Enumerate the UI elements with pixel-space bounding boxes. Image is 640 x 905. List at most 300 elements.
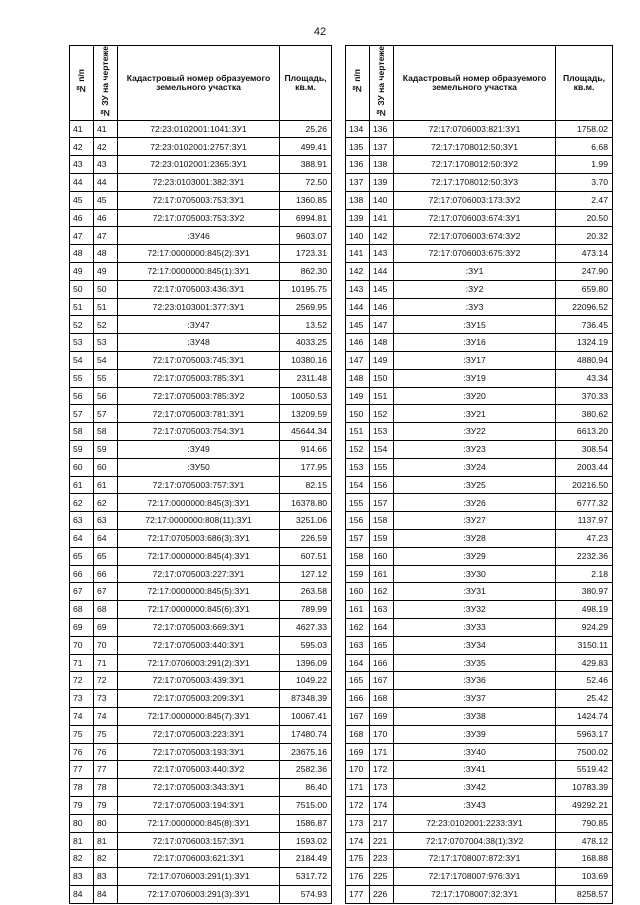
table-row — [70, 405, 332, 423]
table-row — [346, 405, 613, 423]
table-row — [346, 352, 613, 370]
cell-zu-number: 174 — [370, 796, 394, 814]
cell-zu-number: 149 — [370, 352, 394, 370]
cell-zu-number: 62 — [94, 494, 118, 512]
table-row — [70, 761, 332, 779]
cell-cadastral-number: 72:17:0705003:343:ЗУ1 — [118, 779, 280, 797]
table-row — [70, 583, 332, 601]
cell-cadastral-number: :ЗУ37 — [394, 690, 556, 708]
cell-num: 53 — [70, 334, 94, 352]
cell-cadastral-number: 72:17:0705003:686(3):ЗУ1 — [118, 530, 280, 548]
cell-cadastral-number: :ЗУ23 — [394, 441, 556, 459]
cell-area: 1593.02 — [280, 832, 332, 850]
cell-cadastral-number: :ЗУ28 — [394, 530, 556, 548]
cell-area: 25.26 — [280, 120, 332, 138]
cell-area: 380.62 — [556, 405, 613, 423]
cell-cadastral-number: :ЗУ35 — [394, 654, 556, 672]
cell-area: 87348.39 — [280, 690, 332, 708]
cell-zu-number: 44 — [94, 174, 118, 192]
cell-area: 103.69 — [556, 868, 613, 886]
cell-zu-number: 161 — [370, 565, 394, 583]
table-row — [346, 690, 613, 708]
cell-cadastral-number: :ЗУ25 — [394, 476, 556, 494]
cell-zu-number: 138 — [370, 156, 394, 174]
cell-zu-number: 52 — [94, 316, 118, 334]
table-row — [70, 832, 332, 850]
table-header-row — [346, 46, 613, 121]
cell-num: 171 — [346, 779, 370, 797]
cell-area: 498.19 — [556, 601, 613, 619]
cell-cadastral-number: :ЗУ48 — [118, 334, 280, 352]
cell-area: 2311.48 — [280, 369, 332, 387]
table-row — [70, 174, 332, 192]
cell-num: 75 — [70, 725, 94, 743]
table-row — [346, 672, 613, 690]
parcel-table-right — [345, 45, 613, 904]
cell-zu-number: 68 — [94, 601, 118, 619]
cell-area: 1758.02 — [556, 120, 613, 138]
cell-num: 79 — [70, 796, 94, 814]
table-row — [70, 423, 332, 441]
cell-area: 23675.16 — [280, 743, 332, 761]
table-row — [70, 387, 332, 405]
cell-cadastral-number: 72:23:0102001:2233:ЗУ1 — [394, 814, 556, 832]
table-row — [346, 423, 613, 441]
cell-cadastral-number: 72:17:0706003:821:ЗУ1 — [394, 120, 556, 138]
cell-cadastral-number: 72:17:0705003:194:ЗУ1 — [118, 796, 280, 814]
cell-area: 1324.19 — [556, 334, 613, 352]
cell-cadastral-number: :ЗУ42 — [394, 779, 556, 797]
cell-num: 142 — [346, 263, 370, 281]
cell-area: 177.95 — [280, 458, 332, 476]
cell-area: 3251.06 — [280, 512, 332, 530]
table-row — [346, 494, 613, 512]
cell-num: 165 — [346, 672, 370, 690]
cell-num: 144 — [346, 298, 370, 316]
cell-area: 6777.32 — [556, 494, 613, 512]
cell-cadastral-number: :ЗУ47 — [118, 316, 280, 334]
cell-area: 429.83 — [556, 654, 613, 672]
cell-cadastral-number: 72:17:0000000:845(8):ЗУ1 — [118, 814, 280, 832]
cell-zu-number: 75 — [94, 725, 118, 743]
cell-area: 22096.52 — [556, 298, 613, 316]
cell-cadastral-number: :ЗУ21 — [394, 405, 556, 423]
table-row — [346, 476, 613, 494]
cell-cadastral-number: 72:17:0000000:808(11):ЗУ1 — [118, 512, 280, 530]
cell-area: 1360.85 — [280, 191, 332, 209]
cell-zu-number: 72 — [94, 672, 118, 690]
cell-num: 169 — [346, 743, 370, 761]
cell-area: 16378.80 — [280, 494, 332, 512]
cell-zu-number: 49 — [94, 263, 118, 281]
table-row — [346, 280, 613, 298]
cell-cadastral-number: 72:23:0102001:2365:ЗУ1 — [118, 156, 280, 174]
cell-num: 69 — [70, 618, 94, 636]
cell-area: 4880.94 — [556, 352, 613, 370]
cell-num: 166 — [346, 690, 370, 708]
cell-cadastral-number: :ЗУ41 — [394, 761, 556, 779]
header-cadastral-number: Кадастровый номер образуемого земельного участка — [118, 46, 280, 121]
cell-area: 1049.22 — [280, 672, 332, 690]
table-row — [346, 369, 613, 387]
cell-area: 1.99 — [556, 156, 613, 174]
cell-zu-number: 50 — [94, 280, 118, 298]
cell-area: 6994.81 — [280, 209, 332, 227]
table-row — [346, 796, 613, 814]
cell-zu-number: 137 — [370, 138, 394, 156]
table-row — [346, 209, 613, 227]
cell-area: 790.85 — [556, 814, 613, 832]
cell-zu-number: 167 — [370, 672, 394, 690]
cell-cadastral-number: 72:17:0000000:845(4):ЗУ1 — [118, 547, 280, 565]
cell-area: 263.58 — [280, 583, 332, 601]
table-row — [346, 138, 613, 156]
cell-num: 146 — [346, 334, 370, 352]
cell-cadastral-number: :ЗУ32 — [394, 601, 556, 619]
cell-cadastral-number: :ЗУ31 — [394, 583, 556, 601]
cell-cadastral-number: :ЗУ22 — [394, 423, 556, 441]
cell-zu-number: 46 — [94, 209, 118, 227]
cell-zu-number: 168 — [370, 690, 394, 708]
cell-num: 149 — [346, 387, 370, 405]
cell-num: 160 — [346, 583, 370, 601]
cell-zu-number: 146 — [370, 298, 394, 316]
table-row — [70, 138, 332, 156]
cell-zu-number: 153 — [370, 423, 394, 441]
cell-zu-number: 163 — [370, 601, 394, 619]
cell-cadastral-number: :ЗУ40 — [394, 743, 556, 761]
cell-cadastral-number: 72:17:0705003:209:ЗУ1 — [118, 690, 280, 708]
cell-cadastral-number: :ЗУ27 — [394, 512, 556, 530]
table-row — [346, 654, 613, 672]
cell-cadastral-number: 72:17:0705003:785:ЗУ1 — [118, 369, 280, 387]
table-row — [70, 245, 332, 263]
cell-cadastral-number: 72:17:0000000:845(1):ЗУ1 — [118, 263, 280, 281]
cell-num: 52 — [70, 316, 94, 334]
cell-zu-number: 56 — [94, 387, 118, 405]
table-row — [70, 298, 332, 316]
cell-cadastral-number: 72:17:0706003:674:ЗУ1 — [394, 209, 556, 227]
header-area: Площадь, кв.м. — [556, 46, 613, 121]
table-row — [346, 565, 613, 583]
cell-num: 143 — [346, 280, 370, 298]
cell-num: 154 — [346, 476, 370, 494]
cell-num: 176 — [346, 868, 370, 886]
table-row — [70, 120, 332, 138]
table-row — [70, 654, 332, 672]
table-row — [70, 191, 332, 209]
cell-cadastral-number: :ЗУ29 — [394, 547, 556, 565]
cell-zu-number: 79 — [94, 796, 118, 814]
cell-cadastral-number: 72:17:0705003:440:ЗУ2 — [118, 761, 280, 779]
cell-cadastral-number: 72:23:0103001:377:ЗУ1 — [118, 298, 280, 316]
cell-area: 10195.75 — [280, 280, 332, 298]
cell-num: 74 — [70, 707, 94, 725]
cell-zu-number: 74 — [94, 707, 118, 725]
cell-zu-number: 147 — [370, 316, 394, 334]
cell-cadastral-number: 72:17:0705003:754:ЗУ1 — [118, 423, 280, 441]
cell-zu-number: 47 — [94, 227, 118, 245]
cell-num: 145 — [346, 316, 370, 334]
cell-area: 47.23 — [556, 530, 613, 548]
cell-cadastral-number: 72:17:0000000:845(3):ЗУ1 — [118, 494, 280, 512]
cell-cadastral-number: 72:17:0000000:845(6):ЗУ1 — [118, 601, 280, 619]
cell-area: 5317.72 — [280, 868, 332, 886]
cell-area: 5963.17 — [556, 725, 613, 743]
cell-zu-number: 143 — [370, 245, 394, 263]
cell-zu-number: 61 — [94, 476, 118, 494]
cell-cadastral-number: :ЗУ3 — [394, 298, 556, 316]
table-row — [70, 690, 332, 708]
cell-area: 20216.50 — [556, 476, 613, 494]
cell-cadastral-number: :ЗУ50 — [118, 458, 280, 476]
cell-cadastral-number: 72:17:0705003:436:ЗУ1 — [118, 280, 280, 298]
cell-num: 60 — [70, 458, 94, 476]
cell-zu-number: 71 — [94, 654, 118, 672]
cell-cadastral-number: :ЗУ2 — [394, 280, 556, 298]
cell-cadastral-number: :ЗУ49 — [118, 441, 280, 459]
cell-area: 226.59 — [280, 530, 332, 548]
cell-zu-number: 82 — [94, 850, 118, 868]
cell-num: 174 — [346, 832, 370, 850]
cell-area: 5519.42 — [556, 761, 613, 779]
cell-num: 54 — [70, 352, 94, 370]
cell-zu-number: 57 — [94, 405, 118, 423]
cell-area: 1424.74 — [556, 707, 613, 725]
cell-zu-number: 48 — [94, 245, 118, 263]
cell-zu-number: 81 — [94, 832, 118, 850]
cell-cadastral-number: 72:17:0706003:291(3):ЗУ1 — [118, 885, 280, 903]
table-row — [70, 316, 332, 334]
cell-cadastral-number: :ЗУ16 — [394, 334, 556, 352]
table-row — [70, 814, 332, 832]
cell-cadastral-number: 72:17:1708007:976:ЗУ1 — [394, 868, 556, 886]
cell-area: 9603.07 — [280, 227, 332, 245]
table-row — [346, 814, 613, 832]
cell-num: 135 — [346, 138, 370, 156]
cell-cadastral-number: :ЗУ15 — [394, 316, 556, 334]
cell-num: 173 — [346, 814, 370, 832]
table-row — [70, 547, 332, 565]
cell-cadastral-number: 72:23:0102001:1041:ЗУ1 — [118, 120, 280, 138]
cell-num: 140 — [346, 227, 370, 245]
cell-zu-number: 78 — [94, 779, 118, 797]
table-row — [70, 601, 332, 619]
cell-zu-number: 41 — [94, 120, 118, 138]
cell-num: 136 — [346, 156, 370, 174]
cell-num: 71 — [70, 654, 94, 672]
cell-zu-number: 155 — [370, 458, 394, 476]
cell-area: 595.03 — [280, 636, 332, 654]
table-row — [346, 298, 613, 316]
cell-zu-number: 77 — [94, 761, 118, 779]
cell-zu-number: 144 — [370, 263, 394, 281]
cell-cadastral-number: 72:23:0103001:382:ЗУ1 — [118, 174, 280, 192]
cell-num: 46 — [70, 209, 94, 227]
cell-zu-number: 70 — [94, 636, 118, 654]
cell-cadastral-number: :ЗУ36 — [394, 672, 556, 690]
cell-num: 50 — [70, 280, 94, 298]
table-row — [70, 280, 332, 298]
cell-zu-number: 54 — [94, 352, 118, 370]
header-area: Площадь, кв.м. — [280, 46, 332, 121]
cell-num: 65 — [70, 547, 94, 565]
cell-area: 924.29 — [556, 618, 613, 636]
cell-cadastral-number: 72:17:1708007:872:ЗУ1 — [394, 850, 556, 868]
cell-area: 49292.21 — [556, 796, 613, 814]
cell-area: 3.70 — [556, 174, 613, 192]
table-row — [70, 494, 332, 512]
cell-area: 308.54 — [556, 441, 613, 459]
cell-num: 81 — [70, 832, 94, 850]
cell-zu-number: 152 — [370, 405, 394, 423]
table-row — [346, 636, 613, 654]
cell-cadastral-number: 72:17:0706003:674:ЗУ2 — [394, 227, 556, 245]
cell-num: 62 — [70, 494, 94, 512]
cell-area: 4033.25 — [280, 334, 332, 352]
cell-cadastral-number: :ЗУ33 — [394, 618, 556, 636]
cell-cadastral-number: :ЗУ43 — [394, 796, 556, 814]
cell-cadastral-number: 72:17:0705003:193:ЗУ1 — [118, 743, 280, 761]
cell-zu-number: 140 — [370, 191, 394, 209]
header-num: № п/п — [70, 46, 94, 121]
cell-cadastral-number: :ЗУ17 — [394, 352, 556, 370]
cell-num: 70 — [70, 636, 94, 654]
table-row — [70, 512, 332, 530]
cell-cadastral-number: :ЗУ46 — [118, 227, 280, 245]
cell-area: 10380.16 — [280, 352, 332, 370]
cell-zu-number: 66 — [94, 565, 118, 583]
cell-num: 139 — [346, 209, 370, 227]
cell-num: 58 — [70, 423, 94, 441]
cell-num: 163 — [346, 636, 370, 654]
table-row — [70, 743, 332, 761]
cell-num: 168 — [346, 725, 370, 743]
cell-zu-number: 145 — [370, 280, 394, 298]
table-row — [70, 334, 332, 352]
cell-num: 138 — [346, 191, 370, 209]
table-row — [346, 761, 613, 779]
table-row — [70, 263, 332, 281]
table-row — [70, 227, 332, 245]
cell-zu-number: 76 — [94, 743, 118, 761]
table-row — [346, 707, 613, 725]
cell-zu-number: 170 — [370, 725, 394, 743]
cell-zu-number: 83 — [94, 868, 118, 886]
cell-zu-number: 59 — [94, 441, 118, 459]
table-row — [70, 352, 332, 370]
cell-area: 72.50 — [280, 174, 332, 192]
table-row — [70, 565, 332, 583]
cell-zu-number: 156 — [370, 476, 394, 494]
cell-area: 13209.59 — [280, 405, 332, 423]
cell-zu-number: 67 — [94, 583, 118, 601]
cell-area: 2.18 — [556, 565, 613, 583]
cell-num: 175 — [346, 850, 370, 868]
cell-cadastral-number: 72:17:0706003:621:ЗУ1 — [118, 850, 280, 868]
cell-area: 6.68 — [556, 138, 613, 156]
cell-num: 48 — [70, 245, 94, 263]
cell-zu-number: 58 — [94, 423, 118, 441]
cell-cadastral-number: 72:17:1708012:50:ЗУ1 — [394, 138, 556, 156]
table-row — [70, 672, 332, 690]
table-row — [70, 458, 332, 476]
cell-area: 2569.95 — [280, 298, 332, 316]
cell-area: 607.51 — [280, 547, 332, 565]
cell-num: 153 — [346, 458, 370, 476]
cell-area: 247.90 — [556, 263, 613, 281]
header-cadastral-number: Кадастровый номер образуемого земельного участка — [394, 46, 556, 121]
cell-cadastral-number: :ЗУ19 — [394, 369, 556, 387]
cell-area: 2232.36 — [556, 547, 613, 565]
table-row — [346, 725, 613, 743]
cell-zu-number: 148 — [370, 334, 394, 352]
cell-num: 66 — [70, 565, 94, 583]
cell-zu-number: 172 — [370, 761, 394, 779]
cell-area: 1396.09 — [280, 654, 332, 672]
cell-num: 177 — [346, 885, 370, 903]
cell-cadastral-number: 72:17:0000000:845(2):ЗУ1 — [118, 245, 280, 263]
cell-num: 137 — [346, 174, 370, 192]
table-row — [346, 601, 613, 619]
cell-area: 20.32 — [556, 227, 613, 245]
cell-num: 43 — [70, 156, 94, 174]
cell-zu-number: 55 — [94, 369, 118, 387]
table-row — [346, 245, 613, 263]
cell-area: 1723.31 — [280, 245, 332, 263]
cell-num: 42 — [70, 138, 94, 156]
cell-zu-number: 169 — [370, 707, 394, 725]
cell-zu-number: 217 — [370, 814, 394, 832]
cell-area: 388.91 — [280, 156, 332, 174]
cell-zu-number: 151 — [370, 387, 394, 405]
table-row — [346, 387, 613, 405]
cell-num: 72 — [70, 672, 94, 690]
cell-num: 162 — [346, 618, 370, 636]
cell-zu-number: 150 — [370, 369, 394, 387]
cell-cadastral-number: 72:17:1708012:50:ЗУ2 — [394, 156, 556, 174]
cell-area: 25.42 — [556, 690, 613, 708]
cell-area: 499.41 — [280, 138, 332, 156]
cell-area: 4627.33 — [280, 618, 332, 636]
cell-num: 82 — [70, 850, 94, 868]
cell-num: 155 — [346, 494, 370, 512]
cell-zu-number: 65 — [94, 547, 118, 565]
cell-cadastral-number: 72:17:0705003:227:ЗУ1 — [118, 565, 280, 583]
cell-area: 574.93 — [280, 885, 332, 903]
cell-zu-number: 226 — [370, 885, 394, 903]
cell-cadastral-number: :ЗУ20 — [394, 387, 556, 405]
cell-num: 164 — [346, 654, 370, 672]
cell-num: 158 — [346, 547, 370, 565]
cell-area: 789.99 — [280, 601, 332, 619]
cell-cadastral-number: :ЗУ34 — [394, 636, 556, 654]
table-row — [70, 209, 332, 227]
cell-zu-number: 42 — [94, 138, 118, 156]
cell-zu-number: 159 — [370, 530, 394, 548]
cell-zu-number: 139 — [370, 174, 394, 192]
cell-area: 736.45 — [556, 316, 613, 334]
cell-num: 159 — [346, 565, 370, 583]
cell-cadastral-number: 72:17:0705003:440:ЗУ1 — [118, 636, 280, 654]
header-num: № п/п — [346, 46, 370, 121]
cell-area: 2184.49 — [280, 850, 332, 868]
cell-num: 73 — [70, 690, 94, 708]
cell-cadastral-number: 72:17:0705003:785:ЗУ2 — [118, 387, 280, 405]
cell-num: 64 — [70, 530, 94, 548]
table-row — [70, 779, 332, 797]
cell-area: 52.46 — [556, 672, 613, 690]
